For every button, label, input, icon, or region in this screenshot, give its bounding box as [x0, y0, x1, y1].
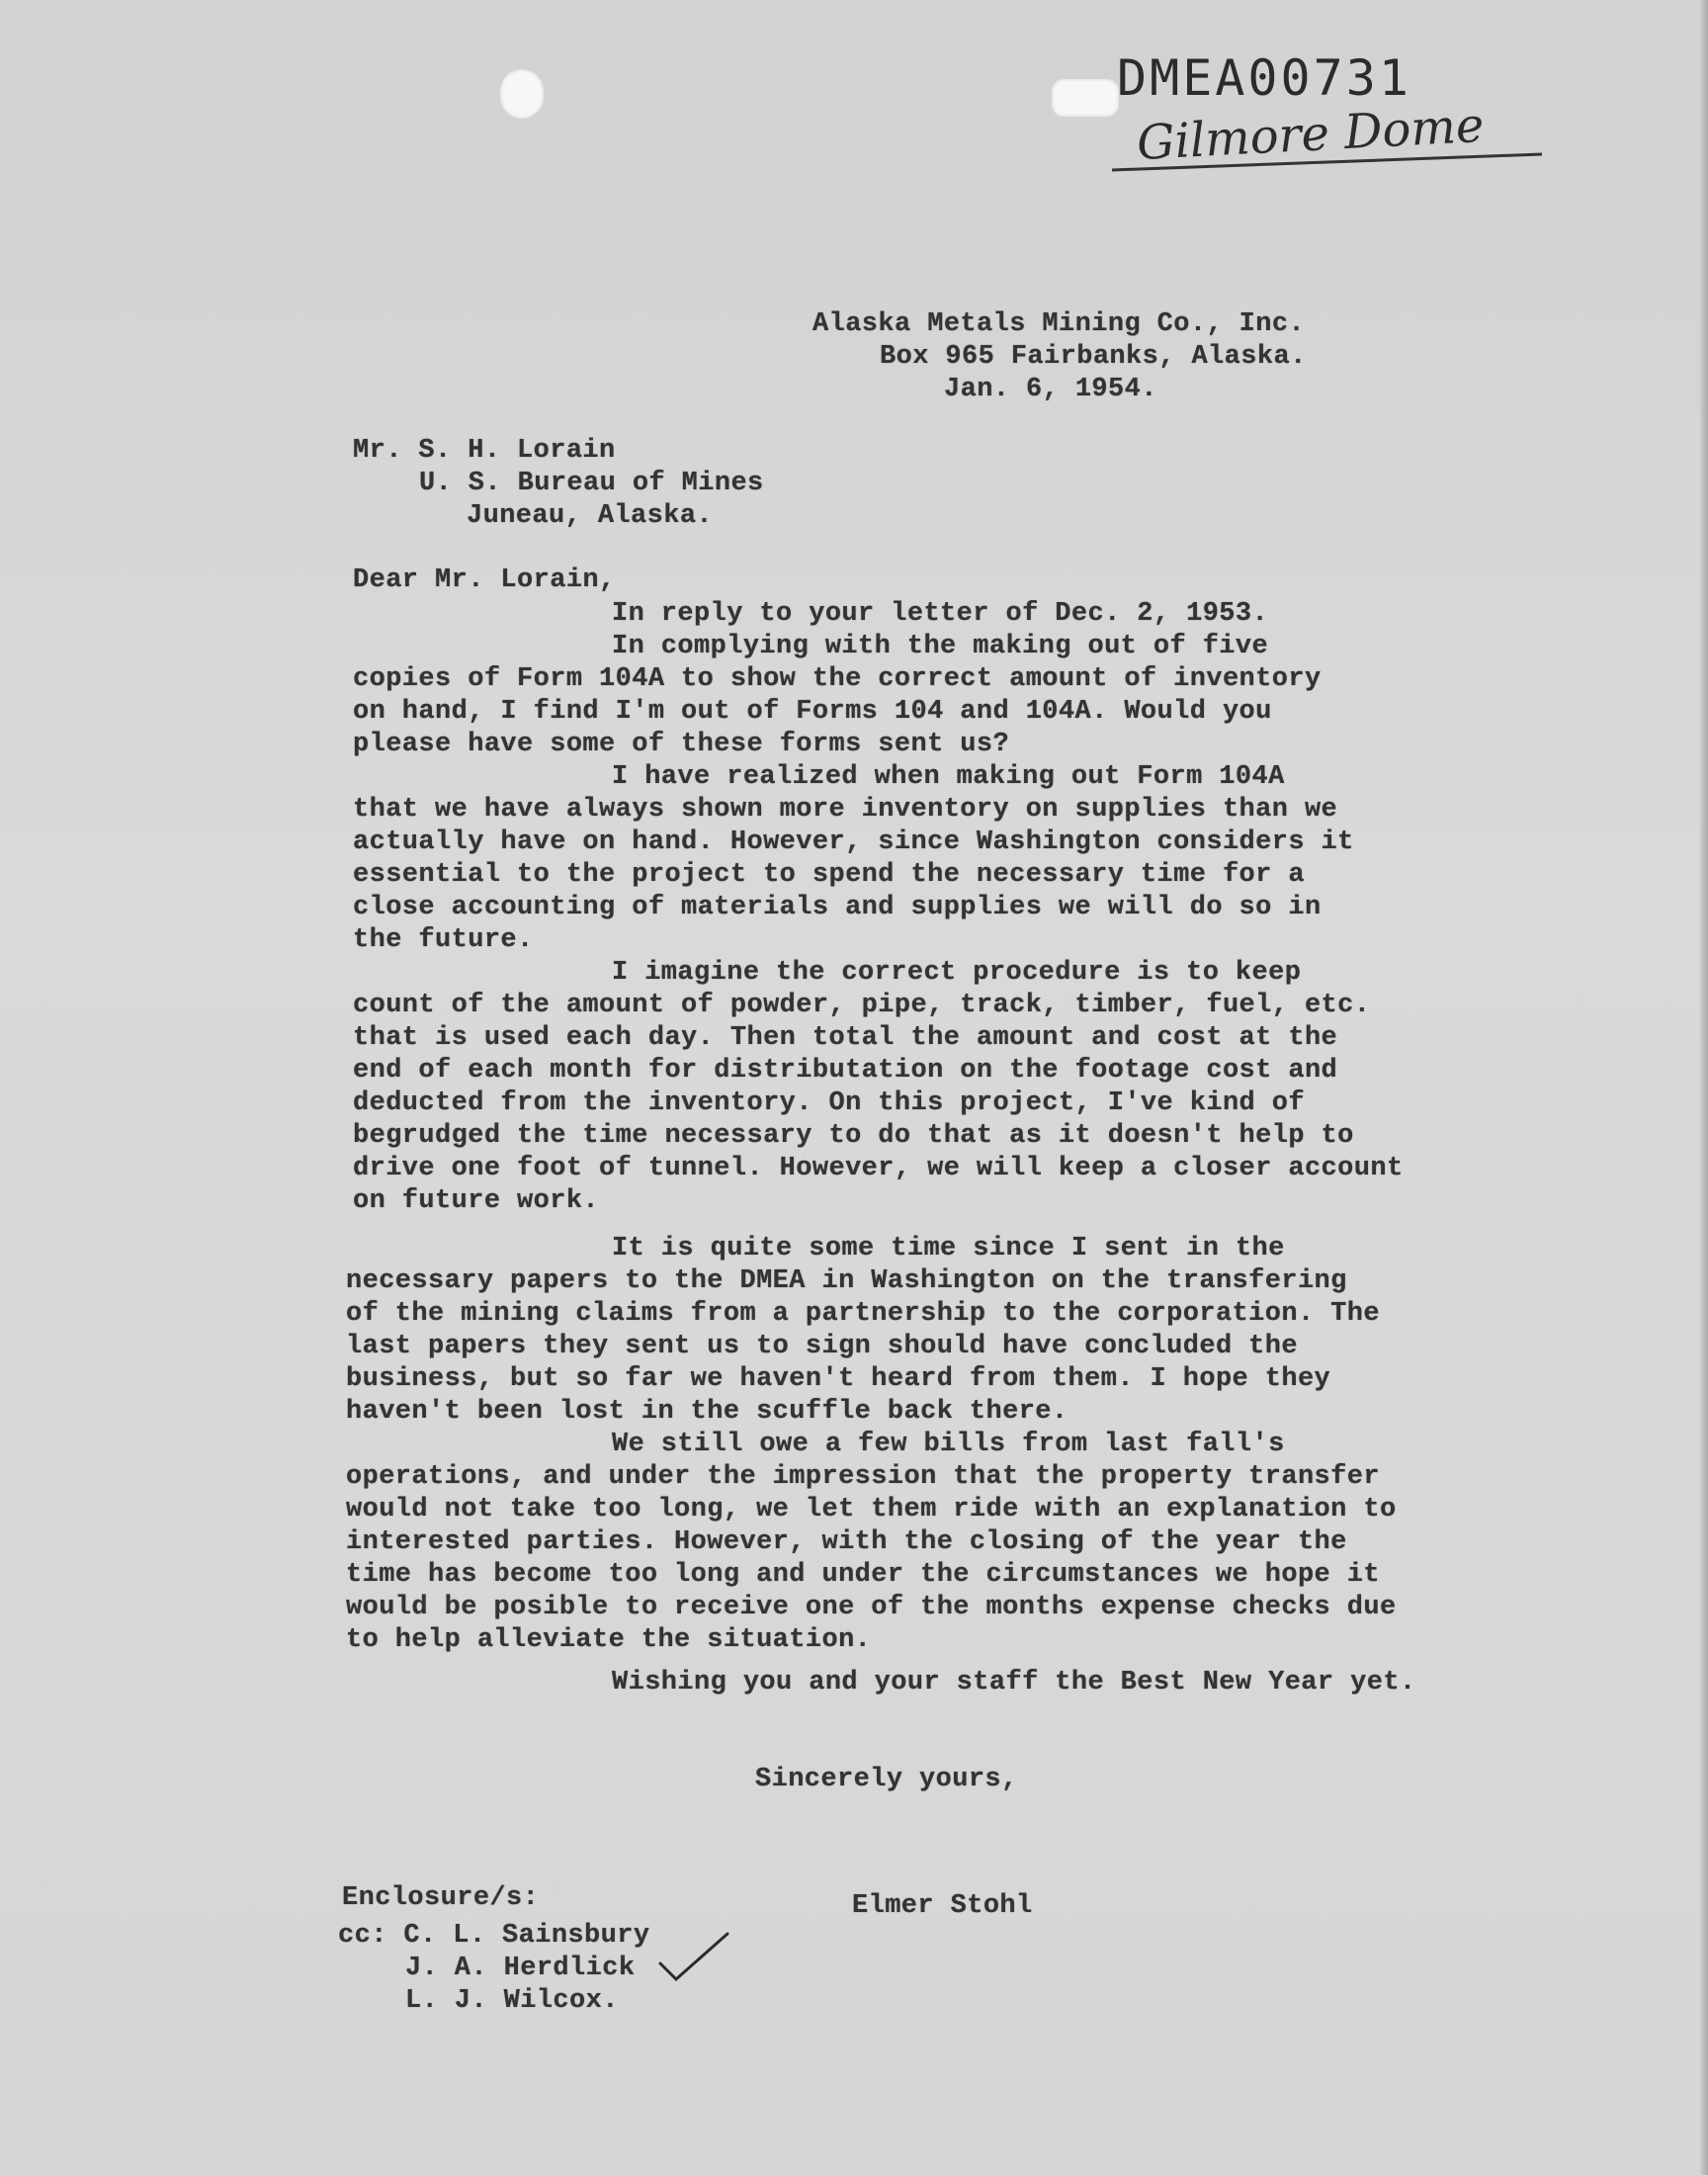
body-line: operations, and under the impression that the property transfer [346, 1462, 1380, 1492]
file-number-handwritten: DMEA00731 [1117, 49, 1411, 107]
body-line: In complying with the making out of five [612, 632, 1269, 661]
recipient-org: U. S. Bureau of Mines [419, 469, 764, 498]
body-line: copies of Form 104A to show the correct amount of inventory [353, 664, 1322, 694]
body-line: We still owe a few bills from last fall's [612, 1430, 1285, 1459]
salutation: Dear Mr. Lorain, [353, 566, 616, 595]
body-line: on future work. [353, 1186, 600, 1216]
body-line: In reply to your letter of Dec. 2, 1953. [612, 599, 1269, 629]
property-name-handwritten: Gilmore Dome [1135, 97, 1486, 172]
body-line: It is quite some time since I sent in the [612, 1234, 1285, 1263]
body-line: would be posible to receive one of the months expense checks due [346, 1593, 1397, 1622]
body-line: I imagine the correct procedure is to keep [612, 958, 1302, 988]
enclosures-label: Enclosure/s: [342, 1883, 540, 1913]
body-line: the future. [353, 925, 534, 955]
body-line: business, but so far we haven't heard from them. I hope they [346, 1364, 1331, 1394]
page-edge-shadow [1700, 0, 1708, 2175]
body-line: time has become too long and under the circumstances we hope it [346, 1560, 1380, 1590]
body-line: drive one foot of tunnel. However, we will keep a closer account [353, 1154, 1404, 1183]
body-line: last papers they sent us to sign should have concluded the [346, 1332, 1298, 1361]
body-line: interested parties. However, with the closing of the year the [346, 1527, 1347, 1557]
recipient-name: Mr. S. H. Lorain [353, 436, 616, 466]
body-line: count of the amount of powder, pipe, track, timber, fuel, etc. [353, 991, 1371, 1020]
body-line: necessary papers to the DMEA in Washington on the transfering [346, 1266, 1347, 1296]
body-line: haven't been lost in the scuffle back there. [346, 1397, 1068, 1427]
body-line: would not take too long, we let them ride with an explanation to [346, 1495, 1397, 1524]
sender-company: Alaska Metals Mining Co., Inc. [812, 309, 1306, 339]
body-line: essential to the project to spend the necessary time for a [353, 860, 1305, 890]
letter-date: Jan. 6, 1954. [944, 375, 1157, 404]
body-line: on hand, I find I'm out of Forms 104 and 104A. Would you [353, 697, 1272, 727]
cc-line: cc: C. L. Sainsbury [338, 1921, 650, 1951]
check-mark-icon [654, 1928, 733, 1987]
body-line: actually have on hand. However, since Washington considers it [353, 827, 1354, 857]
body-line: that is used each day. Then total the amount and cost at the [353, 1023, 1338, 1053]
body-line: close accounting of materials and supplies we will do so in [353, 893, 1322, 922]
recipient-city: Juneau, Alaska. [467, 501, 714, 531]
body-line: please have some of these forms sent us? [353, 730, 1010, 759]
body-line: that we have always shown more inventory on supplies than we [353, 795, 1338, 825]
cc-line: J. A. Herdlick [405, 1954, 636, 1983]
body-line: begrudged the time necessary to do that as it doesn't help to [353, 1121, 1354, 1151]
hole-punch-right [1052, 79, 1119, 117]
body-line: deducted from the inventory. On this project, I've kind of [353, 1088, 1305, 1118]
body-line: end of each month for distributation on the footage cost and [353, 1056, 1338, 1086]
hole-punch-left [500, 69, 544, 119]
body-line: of the mining claims from a partnership to the corporation. The [346, 1299, 1380, 1329]
signer-name: Elmer Stohl [852, 1891, 1033, 1921]
cc-line: L. J. Wilcox. [405, 1986, 619, 2016]
body-line: Wishing you and your staff the Best New Year yet. [612, 1668, 1416, 1697]
body-line: I have realized when making out Form 104A [612, 762, 1285, 792]
closing: Sincerely yours, [755, 1765, 1018, 1794]
body-line: to help alleviate the situation. [346, 1625, 872, 1655]
handwritten-underline [1107, 148, 1552, 178]
sender-address: Box 965 Fairbanks, Alaska. [880, 342, 1307, 372]
